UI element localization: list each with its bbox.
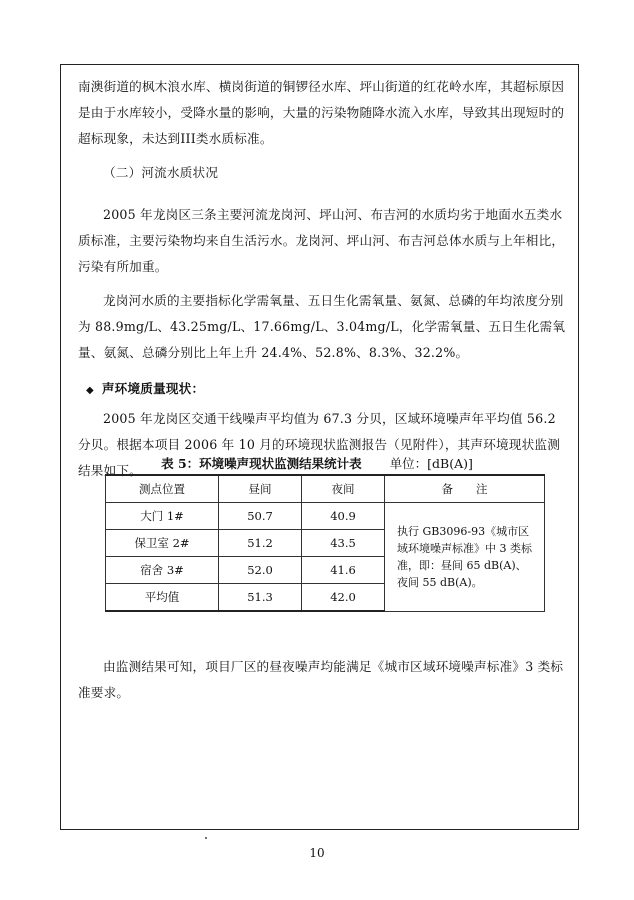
scan-speck [205, 837, 207, 839]
cell-location: 大门 1# [106, 503, 219, 530]
table-caption [0, 454, 634, 472]
diamond-bullet-icon: ◆ [86, 385, 94, 396]
cell-night: 40.9 [302, 503, 385, 530]
table-header-row [106, 475, 545, 503]
heading-noise-quality [86, 376, 580, 404]
paragraph-longgang-indicators: 龙岗河水质的主要指标化学需氧量、五日生化需氧量、氨氮、总磷的年均浓度分别为 88.9mg/L、43.25mg/L、17.66mg/L、3.04mg/L，化学需氧量、五日生化需氧量、氨氮、总磷分别比上年上升 24.4%、52.8%、8.3%、32.2%。 [78, 293, 566, 360]
page-number: 10 [309, 846, 325, 860]
noise-results-table [105, 474, 545, 612]
paragraph-reservoir-exceedance: 南澳街道的枫木浪水库、横岗街道的铜锣径水库、坪山街道的红花岭水库，其超标原因是由于水库较小，受降水量的影响，大量的污染物随降水流入水库，导致其出现短时的超标现象，未达到III类水质标准。 [78, 79, 565, 146]
cell-location: 保卫室 2# [106, 530, 219, 557]
cell-night: 41.6 [302, 557, 385, 584]
cell-day: 51.3 [219, 584, 302, 612]
header-night: 夜间 [302, 475, 385, 503]
cell-day: 50.7 [219, 503, 302, 530]
paragraph-noise-overview: 2005 年龙岗区交通干线噪声平均值为 67.3 分贝，区域环境噪声年平均值 56.2 分贝。根据本项目 2006 年 10 月的环境现状监测报告（见附件），其声环境现状监测结果如下。 [78, 411, 560, 478]
paragraph-conclusion: 由监测结果可知，项目厂区的昼夜噪声均能满足《城市区域环境噪声标准》3 类标准要求。 [78, 659, 564, 700]
table-unit: 单位：[dB(A)] [389, 456, 473, 471]
heading-noise-text: 声环境质量现状： [101, 381, 205, 396]
header-location: 测点位置 [106, 475, 219, 503]
cell-day: 52.0 [219, 557, 302, 584]
table-row [106, 503, 545, 530]
cell-note: 执行 GB3096-93《城市区域环境噪声标准》中 3 类标准，即：昼间 65 dB(A)、夜间 55 dB(A)。 [385, 503, 545, 612]
header-note: 备 注 [385, 475, 545, 503]
header-day: 昼间 [219, 475, 302, 503]
paragraph-river-overview: 2005 年龙岗区三条主要河流龙岗河、坪山河、布吉河的水质均劣于地面水五类水质标准，主要污染物均来自生活污水。龙岗河、坪山河、布吉河总体水质与上年相比，污染有所加重。 [78, 207, 565, 274]
cell-night: 43.5 [302, 530, 385, 557]
cell-location: 宿舍 3# [106, 557, 219, 584]
heading-river-water-quality: （二）河流水质状况 [103, 165, 219, 180]
cell-location: 平均值 [106, 584, 219, 612]
cell-day: 51.2 [219, 530, 302, 557]
table-caption-title: 表 5：环境噪声现状监测结果统计表 [161, 456, 362, 471]
cell-night: 42.0 [302, 584, 385, 612]
